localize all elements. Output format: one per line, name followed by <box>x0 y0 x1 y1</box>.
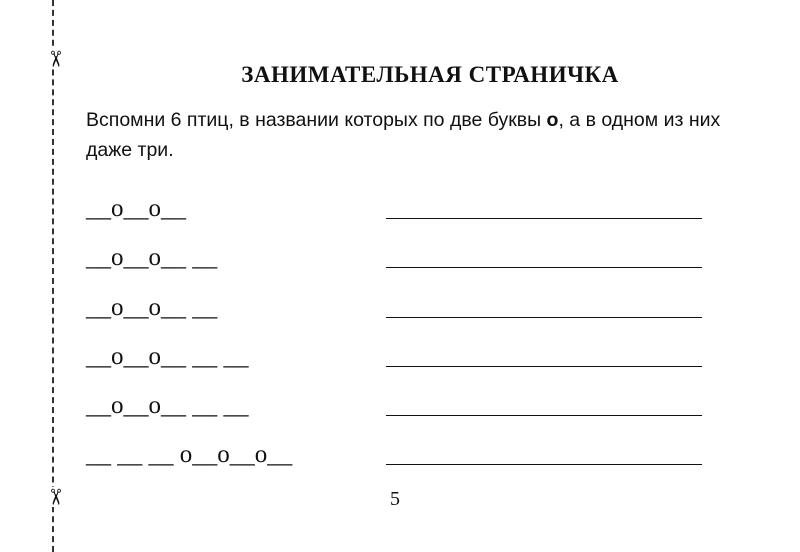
answer-line[interactable] <box>386 464 702 465</box>
task-instructions <box>86 105 726 165</box>
answer-line[interactable] <box>386 317 702 318</box>
scissors-icon: ✂ <box>39 487 69 507</box>
word-pattern: __ __ __ о__о__о__ <box>86 441 293 468</box>
page-number: 5 <box>390 488 400 510</box>
answer-line[interactable] <box>386 415 702 416</box>
answer-line[interactable] <box>386 366 702 367</box>
word-pattern: __о__о__ <box>86 195 186 222</box>
scissors-icon: ✂ <box>39 49 69 69</box>
answer-line[interactable] <box>386 218 702 219</box>
word-pattern: __о__о__ __ <box>86 294 218 321</box>
word-pattern: __о__о__ __ __ <box>86 392 249 419</box>
intro-text-end: , а в одном из них даже три. <box>86 109 721 161</box>
word-pattern: __о__о__ __ __ <box>86 343 249 370</box>
intro-bold-letter: о <box>546 109 559 131</box>
page-title: ЗАНИМАТЕЛЬНАЯ СТРАНИЧКА <box>241 62 619 87</box>
answer-line[interactable] <box>386 267 702 268</box>
intro-text: Вспомни 6 птиц, в названии которых по две буквы <box>86 109 547 131</box>
word-pattern: __о__о__ __ <box>86 244 218 271</box>
